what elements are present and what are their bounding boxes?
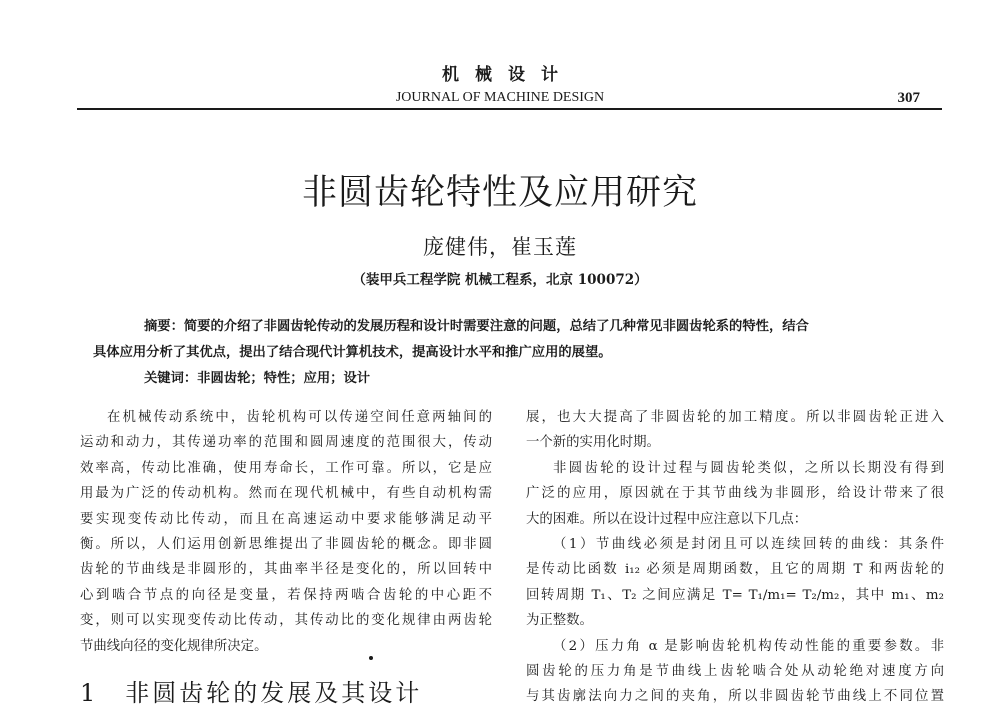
- body-text-line: 展，也大大提高了非圆齿轮的加工精度。所以非圆齿轮正进入: [526, 410, 944, 425]
- keywords-line: 关键词：非圆齿轮；特性；应用；设计: [144, 371, 371, 386]
- journal-name-chinese: 机械设计: [442, 65, 574, 85]
- abstract-line: 具体应用分析了其优点，提出了结合现代计算机技术，提高设计水平和推广应用的展望。: [93, 345, 612, 360]
- journal-name-english: JOURNAL OF MACHINE DESIGN: [395, 90, 605, 105]
- abstract-line: 摘要：简要的介绍了非圆齿轮传动的发展历程和设计时需要注意的问题，总结了几种常见非圆齿轮系的特性，结合: [144, 319, 809, 334]
- body-text-line: 齿轮的节曲线是非圆形的，其曲率半径是变化的，所以回转中: [80, 562, 492, 578]
- author-affiliation: （装甲兵工程学院 机械工程系，北京 100072）: [352, 272, 648, 288]
- body-column-right: [526, 405, 944, 710]
- scan-speck: [369, 656, 373, 660]
- page-number: 307: [897, 90, 920, 106]
- body-text-line: 非圆齿轮的设计过程与圆齿轮类似，之所以长期没有得到: [553, 460, 944, 476]
- body-text-line: 效率高，传动比准确，使用寿命长，工作可靠。所以，它是应: [80, 460, 492, 476]
- body-text-line: 大的困难。所以在设计过程中应注意以下几点：: [526, 511, 808, 527]
- body-text-line: 与其齿廓法向力之间的夹角，所以非圆齿轮节曲线上不同位置: [526, 689, 944, 705]
- body-text-line: 圆齿轮的压力角是节曲线上齿轮啮合处从动轮绝对速度方向: [526, 663, 944, 679]
- body-column-left: [80, 405, 492, 659]
- body-text-line: 衡。所以，人们运用创新思维提出了非圆齿轮的概念。即非圆: [80, 536, 492, 552]
- paper-title: 非圆齿轮特性及应用研究: [301, 173, 698, 213]
- body-text-line: 心到啮合节点的向径是变量，若保持两啮合齿轮的中心距不: [80, 587, 492, 603]
- body-text-line: 在机械传动系统中，齿轮机构可以传递空间任意两轴间的: [107, 410, 492, 425]
- header-rule: [77, 108, 942, 110]
- body-text-line: 为正整数。: [526, 613, 593, 629]
- body-text-line: （2）压力角 α 是影响齿轮机构传动性能的重要参数。非: [553, 638, 944, 654]
- body-text-line: 节曲线向径的变化规律所决定。: [80, 638, 268, 654]
- body-text-line: （1）节曲线必须是封闭且可以连续回转的曲线：其条件: [553, 536, 944, 552]
- body-text-line: 运动和动力，其传递功率的范围和圆周速度的范围很大，传动: [80, 435, 492, 451]
- body-text-line: 变，则可以实现变传动比传动，其传动比的变化规律由两齿轮: [80, 613, 492, 629]
- body-text-line: 要实现变传动比传动，而且在高速运动中要求能够满足动平: [80, 511, 492, 527]
- paper-authors: 庞健伟，崔玉莲: [423, 235, 577, 259]
- body-text-line: 回转周期 T₁、T₂ 之间应满足 T= T₁/m₁= T₂/m₂，其中 m₁、m₂: [526, 587, 944, 603]
- body-text-line: 是传动比函数 i₁₂ 必须是周期函数，且它的周期 T 和两齿轮的: [526, 562, 944, 578]
- abstract-block: [93, 314, 913, 392]
- section-heading: 1 非圆齿轮的发展及其设计: [80, 679, 423, 707]
- body-text-line: 广泛的应用，原因就在于其节曲线为非圆形，给设计带来了很: [526, 486, 944, 502]
- body-text-line: 用最为广泛的传动机构。然而在现代机械中，有些自动机构需: [80, 486, 492, 502]
- body-text-line: 一个新的实用化时期。: [526, 435, 660, 451]
